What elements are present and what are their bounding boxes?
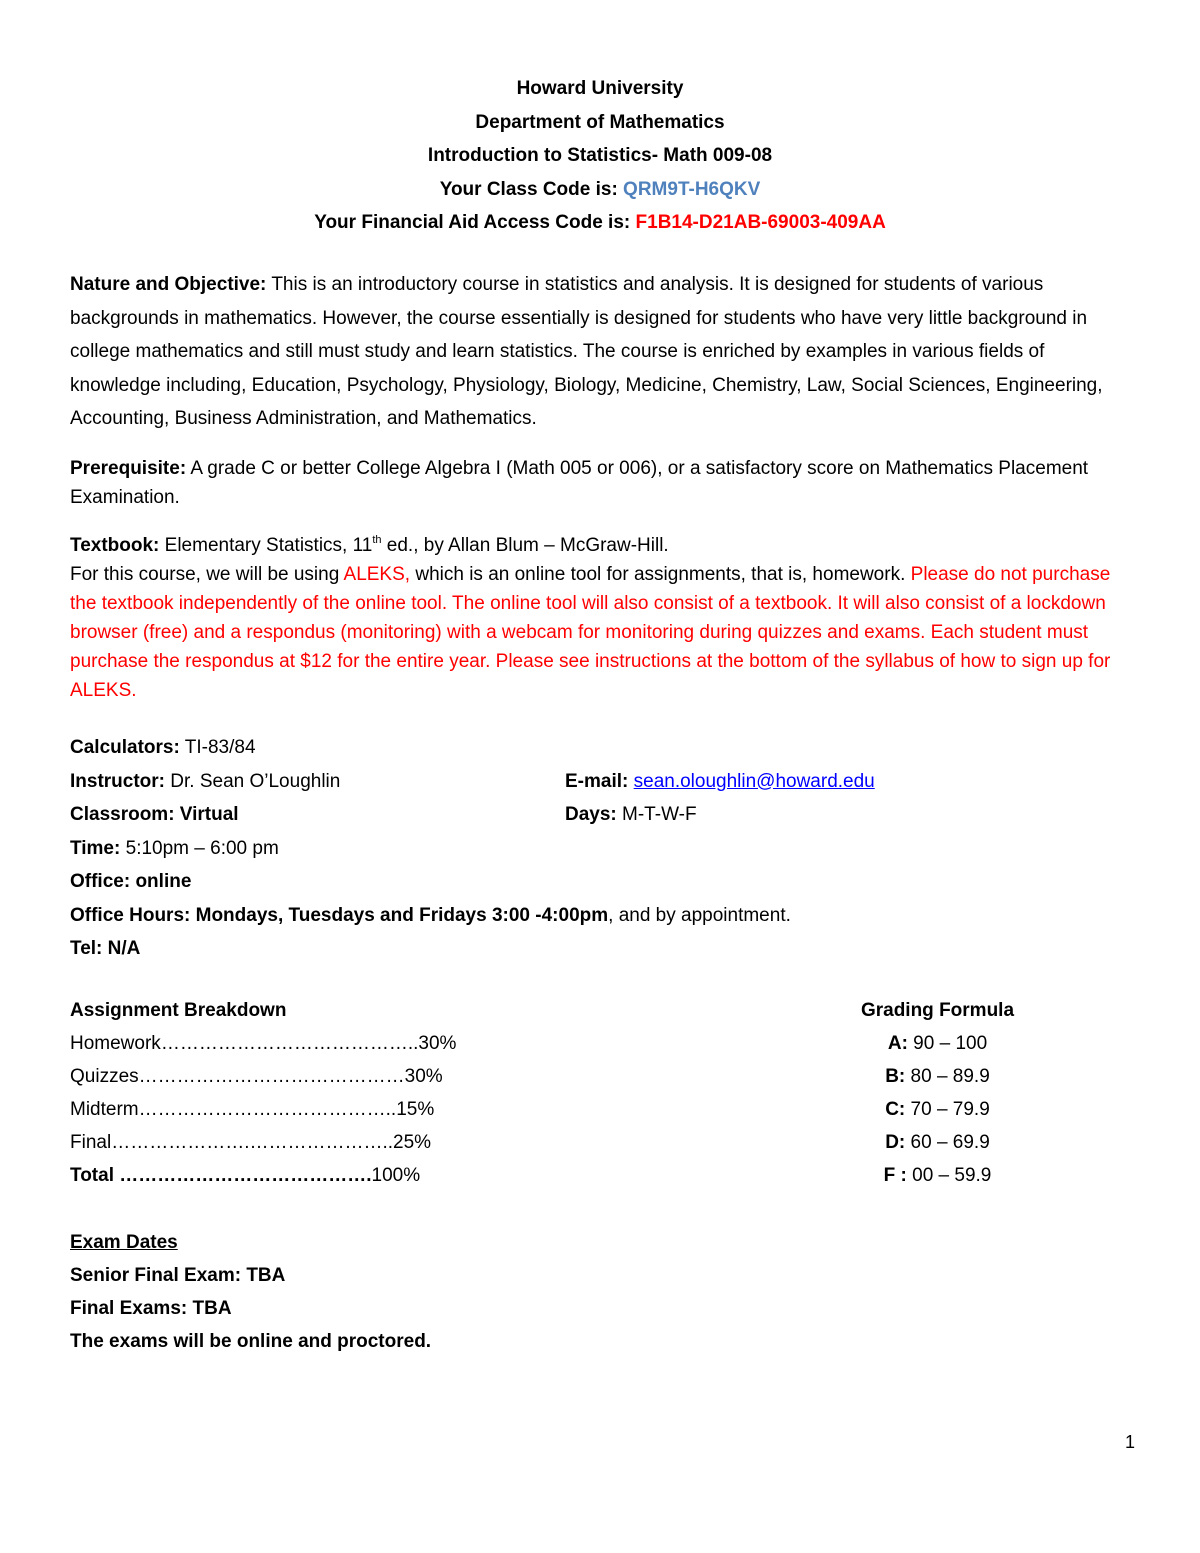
grade-row bbox=[830, 1159, 1045, 1192]
leader-dots: …………………………………. bbox=[113, 1165, 372, 1186]
textbook-line bbox=[70, 531, 1130, 560]
assignment-percent: 30% bbox=[404, 1066, 443, 1087]
instructor-name: Dr. Sean O’Loughlin bbox=[165, 770, 341, 792]
nature-objective-section bbox=[70, 268, 1130, 436]
assignment-breakdown bbox=[70, 994, 490, 1192]
assignment-name: Final bbox=[70, 1132, 112, 1153]
assignment-name: Quizzes bbox=[70, 1066, 139, 1087]
days-value: M-T-W-F bbox=[616, 804, 697, 825]
document-header bbox=[0, 72, 1200, 240]
aleks-notice bbox=[70, 560, 1130, 705]
exam-dates-title: Exam Dates bbox=[70, 1232, 178, 1253]
assignment-percent: 30% bbox=[418, 1033, 457, 1054]
textbook-text: Elementary Statistics, 11 bbox=[159, 535, 373, 556]
calculators-label: Calculators: bbox=[70, 737, 180, 758]
textbook-label: Textbook: bbox=[70, 535, 160, 556]
aid-code-label: Your Financial Aid Access Code is: bbox=[314, 212, 636, 233]
department-name: Department of Mathematics bbox=[475, 111, 725, 133]
grade-range: 70 – 79.9 bbox=[905, 1099, 990, 1120]
grade-row bbox=[830, 1060, 1045, 1093]
aid-code-line bbox=[0, 206, 1200, 240]
telephone: Tel: N/A bbox=[70, 938, 141, 959]
class-code-line bbox=[0, 173, 1200, 207]
classroom: Classroom: Virtual bbox=[70, 804, 239, 825]
assignment-name: Midterm bbox=[70, 1099, 139, 1120]
grading-formula-title: Grading Formula bbox=[860, 1000, 1015, 1021]
class-code: QRM9T-H6QKV bbox=[623, 178, 761, 200]
assignment-total-row bbox=[70, 1159, 490, 1192]
assignment-row bbox=[70, 1027, 490, 1060]
textbook-text-end: ed., by Allan Blum – McGraw-Hill. bbox=[381, 535, 669, 556]
grade-range: 90 – 100 bbox=[907, 1033, 988, 1054]
instructor-label: Instructor: bbox=[70, 770, 165, 792]
course-title: Introduction to Statistics- Math 009-08 bbox=[427, 145, 773, 166]
grade-letter: A: bbox=[887, 1033, 908, 1054]
textbook-section bbox=[70, 531, 1130, 705]
leader-dots: ………………………………….. bbox=[160, 1033, 419, 1054]
grade-range: 80 – 89.9 bbox=[905, 1066, 990, 1087]
class-code-label: Your Class Code is: bbox=[439, 178, 624, 200]
assignment-percent: 15% bbox=[396, 1099, 435, 1120]
time-row bbox=[70, 832, 1130, 866]
grade-row bbox=[830, 1027, 1045, 1060]
email-item bbox=[565, 765, 875, 799]
grade-range: 00 – 59.9 bbox=[906, 1165, 992, 1186]
grade-letter: B: bbox=[885, 1066, 906, 1087]
office: Office: online bbox=[70, 871, 192, 892]
page-number: 1 bbox=[1124, 1432, 1135, 1452]
instructor-row bbox=[70, 765, 1130, 799]
total-percent: 100% bbox=[371, 1165, 421, 1186]
prerequisite-section bbox=[70, 455, 1130, 512]
grade-row bbox=[830, 1093, 1045, 1126]
office-hours-rest: , and by appointment. bbox=[608, 904, 791, 926]
aleks-name: ALEKS, bbox=[343, 564, 411, 585]
senior-final-exam: Senior Final Exam: TBA bbox=[70, 1265, 286, 1286]
leader-dots: ………………….………………….. bbox=[111, 1132, 394, 1153]
assignment-breakdown-title: Assignment Breakdown bbox=[70, 1000, 287, 1021]
assignment-name: Homework bbox=[70, 1033, 161, 1054]
office-hours-row bbox=[70, 899, 1130, 933]
grade-letter: D: bbox=[885, 1132, 906, 1153]
grade-row bbox=[830, 1126, 1045, 1159]
assignment-percent: 25% bbox=[393, 1132, 432, 1153]
aleks-description: which is an online tool for assignments, that is, homework. bbox=[410, 564, 911, 585]
days-item bbox=[565, 798, 697, 832]
total-label: Total bbox=[70, 1165, 114, 1186]
grade-letter: C: bbox=[885, 1099, 906, 1120]
leader-dots: …………………………………… bbox=[138, 1066, 405, 1087]
final-exams: Final Exams: TBA bbox=[70, 1298, 232, 1319]
aleks-intro: For this course, we will be using bbox=[70, 564, 344, 585]
university-name: Howard University bbox=[516, 78, 684, 99]
classroom-row bbox=[70, 798, 1130, 832]
edition-superscript: th bbox=[372, 534, 382, 546]
course-info bbox=[70, 731, 1130, 966]
prerequisite-text: A grade C or better College Algebra I (Math 005 or 006), or a satisfactory score on Mathematics Placement Examination. bbox=[70, 458, 1089, 508]
time-value: 5:10pm – 6:00 pm bbox=[120, 837, 279, 859]
grade-letter: F : bbox=[883, 1165, 907, 1186]
grade-range: 60 – 69.9 bbox=[905, 1132, 990, 1153]
calculators-row bbox=[70, 731, 1130, 765]
purchase-notice: Please do not purchase the textbook independently of the online tool. The online tool will also consist of a textbook. It will also consist of a lockdown browser (free) and a respondus (monitoring) with a webcam for monitoring during quizzes and exams. Each student must purchase the respondus at $12 for the entire year. Please see instructions at the bottom of the syllabus of how to sign up for ALEKS. bbox=[70, 564, 1111, 701]
grading-formula bbox=[830, 994, 1045, 1192]
exam-note: The exams will be online and proctored. bbox=[70, 1331, 432, 1352]
leader-dots: ………………………………….. bbox=[138, 1099, 397, 1120]
email-link[interactable]: sean.oloughlin@howard.edu bbox=[633, 770, 875, 792]
office-hours: Office Hours: Mondays, Tuesdays and Fridays 3:00 -4:00pm bbox=[70, 904, 609, 926]
calculators-value: TI-83/84 bbox=[179, 737, 256, 758]
assignment-row bbox=[70, 1126, 490, 1159]
prerequisite-label: Prerequisite: bbox=[70, 458, 187, 479]
email-label: E-mail: bbox=[565, 770, 634, 792]
aid-code: F1B14-D21AB-69003-409AA bbox=[635, 212, 886, 233]
assignment-row bbox=[70, 1093, 490, 1126]
days-label: Days: bbox=[565, 804, 617, 825]
assignment-row bbox=[70, 1060, 490, 1093]
nature-text: This is an introductory course in statistics and analysis. It is designed for students of various backgrounds in mathematics. However, the course essentially is designed for students who have very little background in college mathematics and still must study and learn statistics. The course is enriched by examples in various fields of knowledge including, Education, Psychology, Physiology, Biology, Medicine, Chemistry, Law, Social Sciences, Engineering, Accounting, Business Administration, and Mathematics. bbox=[70, 274, 1103, 429]
exam-dates-section bbox=[70, 1226, 870, 1358]
time-label: Time: bbox=[70, 837, 121, 859]
nature-label: Nature and Objective: bbox=[70, 274, 267, 295]
